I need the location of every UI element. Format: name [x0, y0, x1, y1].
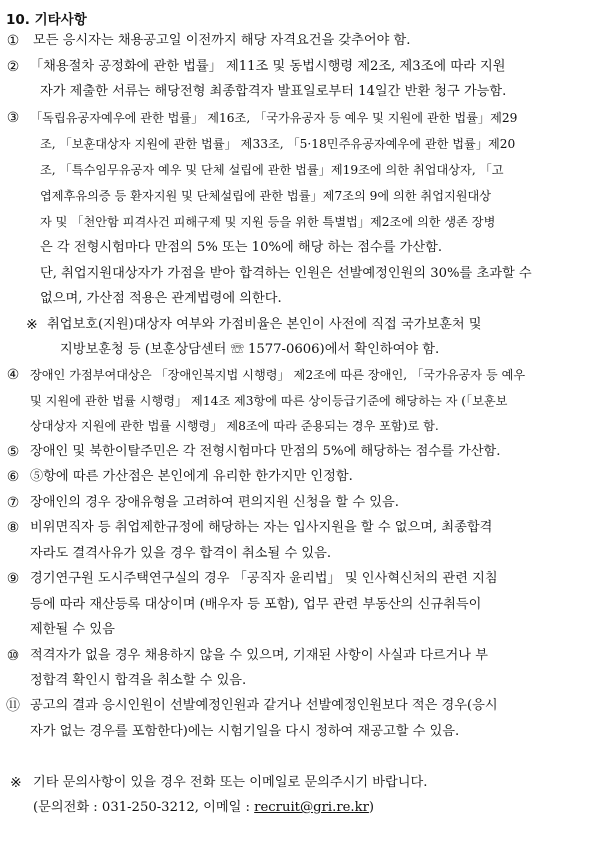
item-2-line-1: 「채용절차 공정화에 관한 법률」 제11조 및 동법시행령 제2조, 제3조에 따라 지원: [30, 59, 506, 74]
item-9-line-1: 경기연구원 도시주택연구실의 경우 「공직자 윤리법」 및 인사혁신처의 관련 지침: [30, 571, 498, 586]
item-3-line-3: 조, 「특수임무유공자 예우 및 단체 설립에 관한 법률」제19조에 의한 취업대상자, 「고: [40, 163, 504, 177]
item-9-line-2: 등에 따라 재산등록 대상이며 (배우자 등 포함), 업무 관련 부동산의 신규취득이: [30, 597, 482, 612]
contact-closing-paren: ): [368, 800, 375, 815]
contact-email-link[interactable]: recruit@gri.re.kr: [254, 800, 369, 815]
item-3-line-6: 은 각 전형시험마다 만점의 5% 또는 10%에 해당 하는 점수를 가산함.: [40, 240, 443, 255]
item-5-line-1: 장애인 및 북한이탈주민은 각 전형시험마다 만점의 5%에 해당하는 점수를 가산함.: [30, 444, 501, 459]
item-3-marker: ③: [6, 110, 20, 126]
item-8-line-2: 자라도 결격사유가 있을 경우 합격이 취소될 수 있음.: [30, 546, 332, 561]
item-6-marker: ⑥: [6, 469, 20, 485]
item-8-marker: ⑧: [6, 520, 20, 536]
item-11-line-2: 자가 없는 경우를 포함한다)에는 시험기일을 다시 정하여 재공고할 수 있음.: [30, 724, 460, 739]
item-4-marker: ④: [6, 367, 20, 383]
item-4-line-3: 상대상자 지원에 관한 법률 시행령」 제8조에 따라 준용되는 경우 포함)로 함.: [30, 419, 439, 433]
item-9-line-3: 제한될 수 있음: [30, 622, 115, 637]
item-4-line-2: 및 지원에 관한 법률 시행령」 제14조 제3항에 따른 상이등급기준에 해당하는 자 (「보훈보: [30, 394, 508, 408]
item-5-marker: ⑤: [6, 444, 20, 460]
item-1-marker: ①: [6, 33, 20, 49]
item-11-marker: ⑪: [6, 698, 20, 714]
item-3-line-7: 단, 취업지원대상자가 가점을 받아 합격하는 인원은 선발예정인원의 30%를 초과할 수: [40, 266, 532, 281]
item-10-line-1: 적격자가 없을 경우 채용하지 않을 수 있으며, 기재된 사항이 사실과 다르거나 부: [30, 648, 488, 663]
item-4-line-1: 장애인 가점부여대상은 「장애인복지법 시행령」 제2조에 따른 장애인, 「국가유공자 등 예우: [30, 368, 526, 382]
note-1-line-2: 지방보훈청 등 (보훈상담센터 ☏ 1577-0606)에서 확인하여야 함.: [60, 342, 440, 357]
item-9-marker: ⑨: [6, 571, 20, 587]
item-10-marker: ⑩: [6, 648, 20, 664]
item-11-line-1: 공고의 결과 응시인원이 선발예정인원과 같거나 선발예정인원보다 적은 경우(응시: [30, 698, 498, 713]
section-heading: 10. 기타사항: [6, 12, 87, 28]
item-3-line-2: 조, 「보훈대상자 지원에 관한 법률」 제33조, 「5·18민주유공자예우에 관한 법률」제20: [40, 137, 516, 151]
contact-marker: ※: [10, 775, 22, 791]
item-3-line-1: 「독립유공자예우에 관한 법률」 제16조, 「국가유공자 등 예우 및 지원에 관한 법률」제29: [30, 111, 518, 125]
contact-line-2: [33, 800, 374, 816]
item-3-line-8: 없으며, 가산점 적용은 관계법령에 의한다.: [40, 291, 282, 306]
item-2-line-2: 자가 제출한 서류는 해당전형 최종합격자 발표일로부터 14일간 반환 청구 가능함.: [40, 84, 507, 99]
item-3-line-4: 엽제후유의증 등 환자지원 및 단체설립에 관한 법률」제7조의 9에 의한 취업지원대상: [40, 189, 492, 203]
item-3-line-5: 자 및 「천안함 피격사건 피해구제 및 지원 등을 위한 특별법」제2조에 의한 생존 장병: [40, 215, 496, 229]
item-1-line-1: 모든 응시자는 채용공고일 이전까지 해당 자격요건을 갖추어야 함.: [33, 33, 411, 48]
item-6-line-1: ⑤항에 따른 가산점은 본인에게 유리한 한가지만 인정함.: [30, 469, 353, 484]
note-1-marker: ※: [26, 317, 38, 333]
contact-phone-text: (문의전화 : 031-250-3212, 이메일 :: [33, 800, 255, 815]
note-1-line-1: 취업보호(지원)대상자 여부와 가점비율은 본인이 사전에 직접 국가보훈처 및: [47, 317, 482, 332]
contact-line-1: 기타 문의사항이 있을 경우 전화 또는 이메일로 문의주시기 바랍니다.: [33, 775, 428, 790]
item-7-line-1: 장애인의 경우 장애유형을 고려하여 편의지원 신청을 할 수 있음.: [30, 495, 399, 510]
item-7-marker: ⑦: [6, 495, 20, 511]
item-8-line-1: 비위면직자 등 취업제한규정에 해당하는 자는 입사지원을 할 수 없으며, 최종합격: [30, 520, 493, 535]
item-10-line-2: 정합격 확인시 합격을 취소할 수 있음.: [30, 673, 247, 688]
item-2-marker: ②: [6, 59, 20, 75]
